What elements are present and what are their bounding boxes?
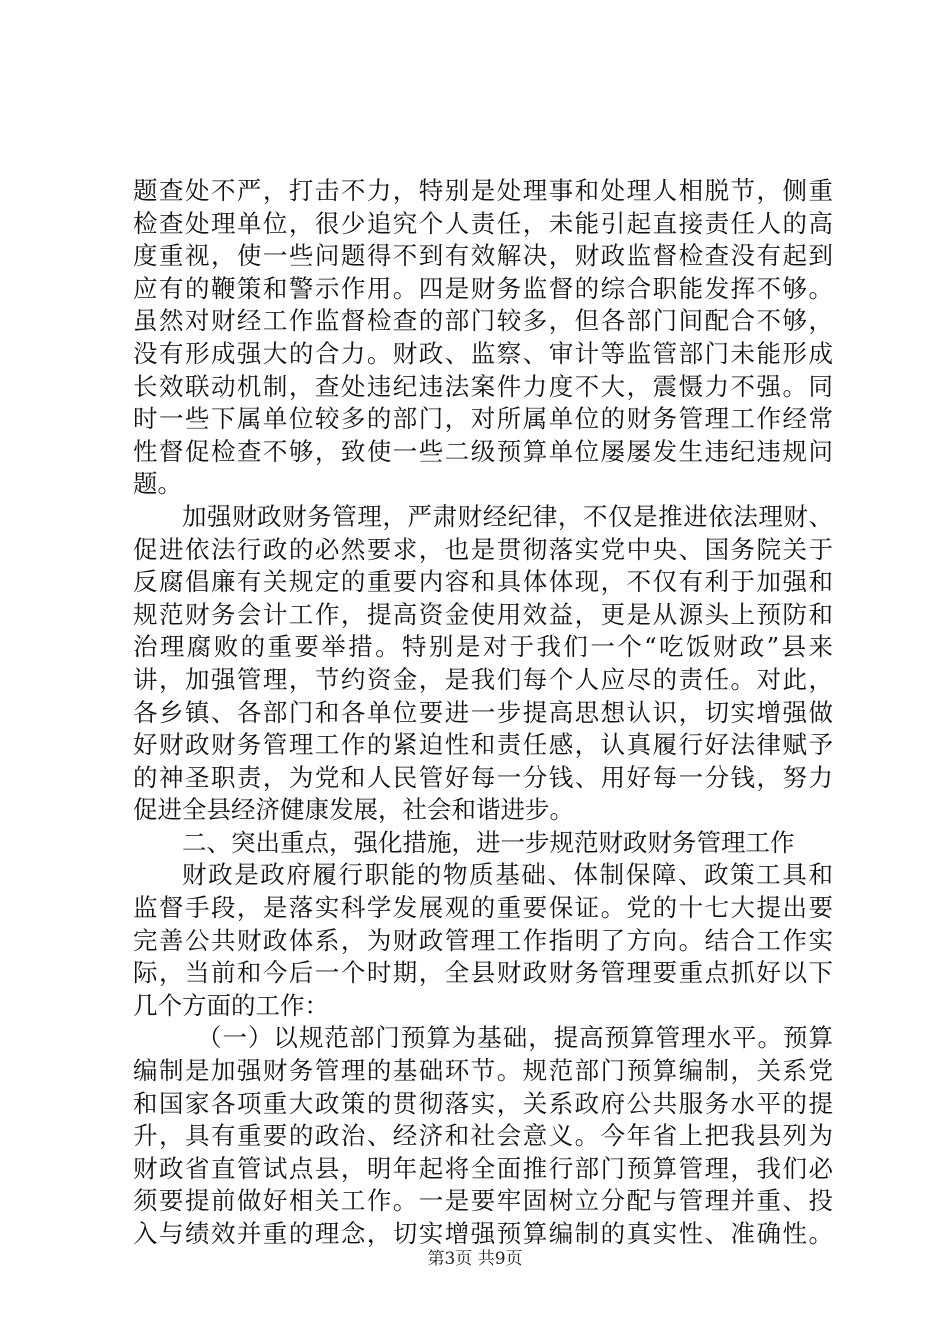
text-line: 好财政财务管理工作的紧迫性和责任感，认真履行好法律赋予 [133, 730, 833, 760]
text-line: 规范财务会计工作，提高资金使用效益，更是从源头上预防和 [133, 599, 833, 629]
text-line: 反腐倡廉有关规定的重要内容和具体体现，不仅有利于加强和 [133, 567, 833, 597]
text-line: 财政是政府履行职能的物质基础、体制保障、政策工具和 [182, 860, 833, 890]
text-line: 财政省直管试点县，明年起将全面推行部门预算管理，我们必 [133, 1153, 833, 1183]
body-text [133, 175, 833, 1251]
text-line: 没有形成强大的合力。财政、监察、审计等监管部门未能形成 [133, 338, 833, 368]
text-line: 性督促检查不够，致使一些二级预算单位屡屡发生违纪违规问 [133, 436, 833, 466]
text-line: 时一些下属单位较多的部门，对所属单位的财务管理工作经常 [133, 404, 833, 434]
text-line: 讲，加强管理，节约资金，是我们每个人应尽的责任。对此， [133, 664, 833, 694]
text-line: 促进全县经济健康发展，社会和谐进步。 [133, 795, 574, 825]
text-line: 入与绩效并重的理念，切实增强预算编制的真实性、准确性。 [133, 1219, 833, 1248]
text-line: 度重视，使一些问题得不到有效解决，财政监督检查没有起到 [133, 241, 833, 271]
text-line: 题。 [133, 469, 182, 499]
text-line: 际，当前和今后一个时期，全县财政财务管理要重点抓好以下 [133, 958, 833, 988]
text-line: 的神圣职责，为党和人民管好每一分钱、用好每一分钱，努力 [133, 762, 833, 792]
text-line: 题查处不严，打击不力，特别是处理事和处理人相脱节，侧重 [133, 176, 833, 205]
text-line: （一）以规范部门预算为基础，提高预算管理水平。预算 [197, 1023, 833, 1053]
text-line: 和国家各项重大政策的贯彻落实，关系政府公共服务水平的提 [133, 1088, 833, 1118]
text-line: 检查处理单位，很少追究个人责任，未能引起直接责任人的高 [133, 208, 833, 238]
text-line: 编制是加强财务管理的基础环节。规范部门预算编制，关系党 [133, 1056, 833, 1086]
text-line: 须要提前做好相关工作。一是要牢固树立分配与管理并重、投 [133, 1186, 833, 1216]
text-line: 长效联动机制，查处违纪违法案件力度不大，震慑力不强。同 [133, 371, 833, 401]
text-line: 促进依法行政的必然要求，也是贯彻落实党中央、国务院关于 [133, 534, 833, 564]
text-line: 监督手段，是落实科学发展观的重要保证。党的十七大提出要 [133, 893, 833, 923]
text-line: 治理腐败的重要举措。特别是对于我们一个“吃饭财政”县来 [133, 632, 833, 662]
page-number-footer: 第3页 共9页 [427, 1249, 523, 1269]
text-line: 加强财政财务管理，严肃财经纪律，不仅是推进依法理财、 [182, 501, 833, 531]
text-line: 升，具有重要的政治、经济和社会意义。今年省上把我县列为 [133, 1121, 833, 1151]
text-line: 虽然对财经工作监督检查的部门较多，但各部门间配合不够， [133, 306, 833, 336]
section-heading: 二、突出重点，强化措施，进一步规范财政财务管理工作 [182, 827, 795, 857]
text-line: 完善公共财政体系，为财政管理工作指明了方向。结合工作实 [133, 925, 833, 955]
text-line: 几个方面的工作： [133, 990, 329, 1020]
text-line: 应有的鞭策和警示作用。四是财务监督的综合职能发挥不够。 [133, 273, 833, 303]
text-line: 各乡镇、各部门和各单位要进一步提高思想认识，切实增强做 [133, 697, 833, 727]
